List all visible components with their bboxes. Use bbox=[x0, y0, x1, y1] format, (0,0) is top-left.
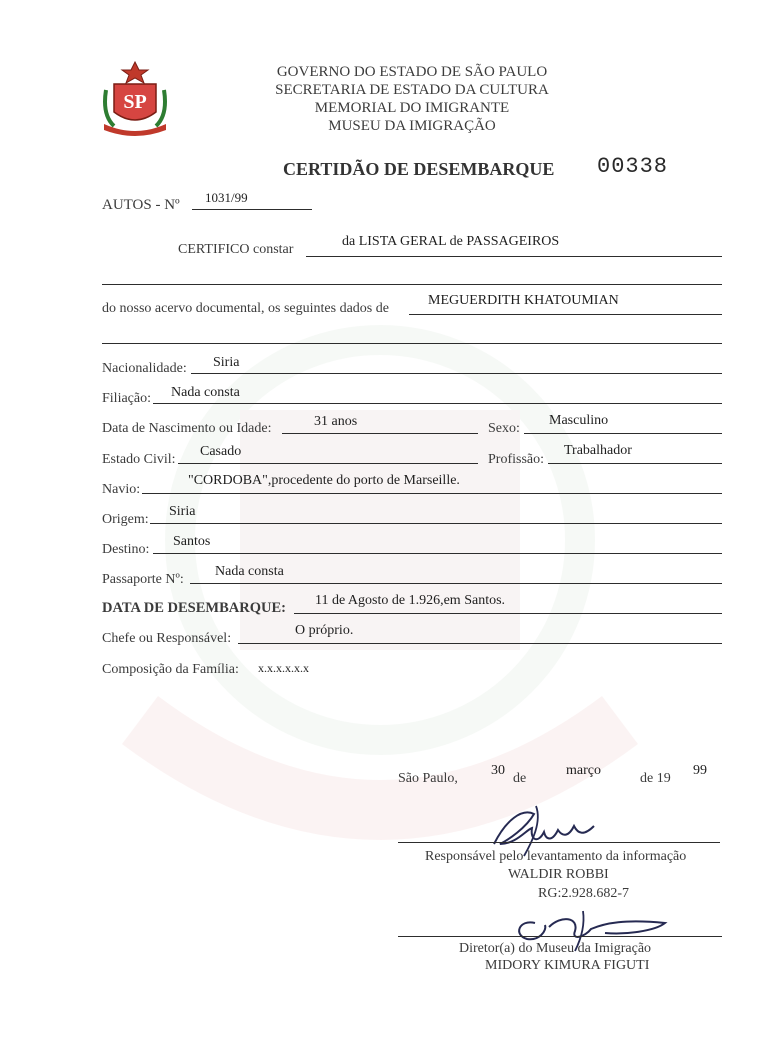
autos-line bbox=[192, 209, 312, 210]
sao-paulo-coat-of-arms-icon bbox=[100, 60, 170, 138]
profissao-value: Trabalhador bbox=[564, 443, 632, 458]
passaporte-line bbox=[190, 583, 722, 584]
header-museum: MUSEU DA IMIGRAÇÃO bbox=[328, 118, 496, 134]
date-city: São Paulo, bbox=[398, 771, 458, 786]
date-de-19: de 19 bbox=[640, 771, 671, 786]
document-title: CERTIDÃO DE DESEMBARQUE bbox=[283, 159, 555, 179]
origem-line bbox=[150, 523, 722, 524]
acervo-line bbox=[409, 314, 722, 315]
signature-line-2 bbox=[398, 936, 722, 937]
blank-line-1 bbox=[102, 284, 722, 285]
header-secretariat: SECRETARIA DE ESTADO DA CULTURA bbox=[275, 82, 549, 98]
date-year: 99 bbox=[693, 763, 707, 778]
signatory2-role: Diretor(a) do Museu da Imigração bbox=[459, 941, 652, 956]
sexo-value: Masculino bbox=[549, 413, 609, 428]
svg-text:SP: SP bbox=[123, 91, 147, 113]
origem-value: Siria bbox=[169, 504, 196, 519]
destino-line bbox=[153, 553, 722, 554]
familia-value: x.x.x.x.x.x bbox=[258, 661, 309, 675]
header-memorial: MEMORIAL DO IMIGRANTE bbox=[314, 100, 510, 116]
navio-label: Navio: bbox=[102, 482, 141, 497]
signatory1-role: Responsável pelo levantamento da informação bbox=[425, 849, 687, 864]
desembarque-label: DATA DE DESEMBARQUE: bbox=[102, 600, 286, 616]
date-day: 30 bbox=[491, 763, 505, 778]
blank-line-2 bbox=[102, 343, 722, 344]
familia-label: Composição da Família: bbox=[102, 662, 239, 677]
passenger-name: MEGUERDITH KHATOUMIAN bbox=[428, 293, 619, 308]
certifico-value: da LISTA GERAL de PASSAGEIROS bbox=[342, 234, 560, 249]
passaporte-label: Passaporte Nº: bbox=[102, 572, 184, 587]
certifico-label: CERTIFICO constar bbox=[178, 242, 294, 257]
autos-label: AUTOS - Nº bbox=[102, 197, 180, 213]
sexo-label: Sexo: bbox=[488, 421, 520, 436]
nascimento-value: 31 anos bbox=[314, 414, 358, 429]
autos-value: 1031/99 bbox=[205, 190, 248, 205]
chefe-label: Chefe ou Responsável: bbox=[102, 631, 232, 646]
estado-civil-line bbox=[178, 463, 478, 464]
profissao-line bbox=[548, 463, 722, 464]
nascimento-line bbox=[282, 433, 478, 434]
nacionalidade-line bbox=[191, 373, 722, 374]
chefe-line bbox=[238, 643, 722, 644]
date-month: março bbox=[566, 763, 601, 778]
estado-civil-value: Casado bbox=[200, 444, 242, 459]
signatory2-name: MIDORY KIMURA FIGUTI bbox=[485, 958, 650, 973]
navio-line bbox=[142, 493, 722, 494]
estado-civil-label: Estado Civil: bbox=[102, 452, 176, 467]
destino-label: Destino: bbox=[102, 542, 150, 557]
signature-line-1 bbox=[398, 842, 720, 843]
origem-label: Origem: bbox=[102, 512, 149, 527]
destino-value: Santos bbox=[173, 534, 211, 549]
filiacao-label: Filiação: bbox=[102, 391, 151, 406]
serial-number: 00338 bbox=[597, 154, 669, 179]
passaporte-value: Nada consta bbox=[215, 564, 284, 579]
date-de-1: de bbox=[513, 771, 527, 786]
navio-value: "CORDOBA",procedente do porto de Marseille. bbox=[188, 473, 460, 488]
acervo-label: do nosso acervo documental, os seguintes dados de bbox=[102, 301, 389, 316]
chefe-value: O próprio. bbox=[295, 623, 354, 638]
filiacao-value: Nada consta bbox=[171, 385, 240, 400]
signatory1-name: WALDIR ROBBI bbox=[508, 867, 609, 882]
header-government: GOVERNO DO ESTADO DE SÃO PAULO bbox=[276, 64, 548, 80]
sexo-line bbox=[524, 433, 722, 434]
certifico-line bbox=[306, 256, 722, 257]
filiacao-line bbox=[153, 403, 722, 404]
nacionalidade-label: Nacionalidade: bbox=[102, 361, 187, 376]
desembarque-line bbox=[294, 613, 722, 614]
nacionalidade-value: Siria bbox=[213, 355, 240, 370]
nascimento-label: Data de Nascimento ou Idade: bbox=[102, 421, 272, 436]
desembarque-value: 11 de Agosto de 1.926,em Santos. bbox=[315, 593, 506, 608]
signatory1-id: RG:2.928.682-7 bbox=[538, 886, 629, 901]
profissao-label: Profissão: bbox=[488, 452, 544, 467]
